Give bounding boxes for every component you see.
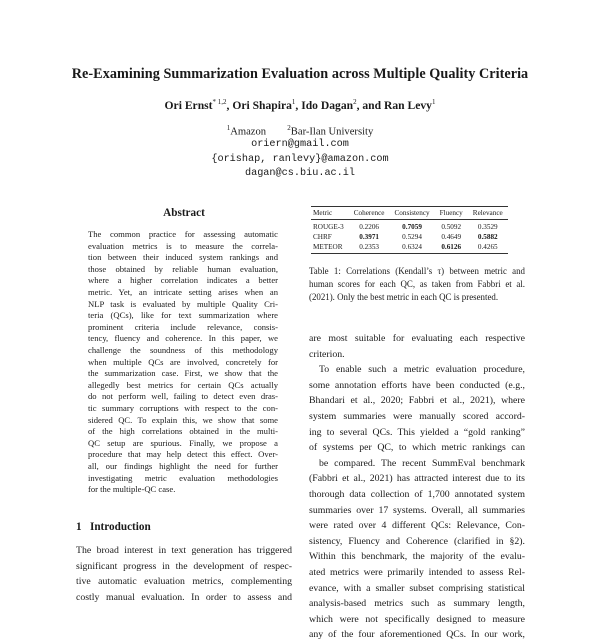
text-line: procedure that may help detect this effect. Over- [88,449,278,460]
text-line: for the multiple-QC case. [88,484,176,495]
table-cell: CHRF [313,233,332,241]
text-line: challenge the soundness of this methodology [88,345,278,355]
text-line: tency, fluency and coherence. In this paper, we [88,333,278,344]
table-row [311,232,508,242]
table-header: Consistency [389,207,434,220]
author: Ido Dagan$^2$, and [301,98,384,112]
text-line: tic summary corruptions with respect to the con- [88,403,278,413]
text-line: significant progress in the development of respec- [76,560,292,572]
text-line: The common practice for assessing automatic [88,229,278,239]
author: Ran Levy$^1$ [383,98,436,112]
text-line: some annotation efforts have been conducted (e.g., [309,379,525,391]
author: Ori Shapira$^1$, [232,98,302,112]
author-list [0,98,600,112]
table-cell: METEOR [311,242,349,254]
table-cell: 0.5294 [402,233,422,241]
text-line: analysis-based metrics such as summary length, [309,598,525,610]
text-line: summaries over 17 systems. Overall, all summaries [309,504,525,516]
text-line: QC setup are spurious. Finally, we propose a [88,437,278,448]
text-line: those obtained by reliable human evaluation, [88,263,278,274]
text-line: evance, with a smaller subset comprising statistical [309,582,525,594]
text-line: sidered QC. To explain this, we show that some [88,414,278,425]
text-line: thorough data collection of 1,700 annotated system [309,489,525,500]
text-line: evaluation metrics is to measure the correla- [88,240,278,251]
text-line: where a higher correlation indicates a better [88,275,278,286]
table-row [311,242,508,254]
text-line: costly manual evaluation. In order to assess and [76,591,292,603]
text-line: To enable such a metric evaluation procedure, [319,364,525,376]
text-line: tion between their induced system rankings and [88,252,278,263]
text-line: ing to several QCs. This yielded a “gold ranking” [309,426,525,438]
text-line: (Fabbri et al., 2021) has attracted interest due to its [309,473,525,485]
text-line: Bhandari et al., 2020; Fabbri et al., 2021), where [309,395,525,407]
text-line: allegedly best metrics for certain QCs actually [88,379,278,390]
text-line: of the high correlations obtained in the multi- [88,426,278,437]
email-line: dagan@cs.biu.ac.il [244,168,356,179]
table-cell: 0.3971 [359,233,379,241]
text-line: tive automatic evaluation metrics, complementing [76,576,292,588]
text-line: which were not specifically designed to measure [309,613,525,625]
email-line: {orishap, ranlevy}@amazon.com [211,154,389,165]
text-line: any of the four aforementioned QCs. In our work, [309,629,525,641]
table-header: Coherence [349,207,390,220]
text-line: Within this benchmark, the majority of the evalu- [309,551,525,563]
text-line: sistency, Fluency and Coherence (clarified in §2). [309,535,525,547]
text-line: prominent criteria include relevance, consis- [88,321,278,332]
table-cell: 0.7059 [402,223,422,231]
table-header-row [311,207,508,220]
table-cell: 0.2206 [359,223,379,231]
text-line: criterion. [309,348,345,360]
text-line: teria (QCs), like for text summarization where [88,310,278,321]
text-line: of systems per QC, to which metric rankings can [309,442,525,454]
text-line: (2021). Only the best metric in each QC is presented. [309,292,499,302]
table-row [311,220,508,233]
affiliations: $^1$Amazon $^2$Bar-Ilan University [226,124,374,138]
author: Ori Ernst$^{* 1,2}$, [164,98,233,112]
text-line: all, our findings highlight the need for further [88,461,278,471]
text-line: were rated over 4 different QCs: Relevance, Con- [309,520,525,532]
table-cell: 0.3529 [477,223,498,231]
table-cell: 0.4265 [468,242,508,254]
section-heading: 1 Introduction [76,521,151,533]
table-cell: 0.4649 [441,233,462,241]
results-table [311,206,508,254]
text-line: ated metrics were primarily intended to assess Rel- [309,567,525,578]
text-line: investigating metric evaluation methodologies [88,472,278,483]
table-header: Relevance [468,207,508,220]
abstract-heading: Abstract [163,207,205,219]
email-line: oriern@gmail.com [251,139,349,150]
table-cell: 0.5092 [441,223,462,231]
text-line: metric. Yet, an intricate setting arises when an [88,287,278,297]
table-cell: 0.2353 [349,242,390,254]
paper-title: Re-Examining Summarization Evaluation across Multiple Quality Criteria [71,66,529,82]
text-line: when multiple QCs are involved, concretely for [88,356,278,367]
text-line: be compared. The recent SummEval benchmark [319,457,525,469]
text-line: system summaries were manually scored accord- [309,411,525,422]
table-cell: ROUGE-3 [313,223,344,231]
text-line: the summarization case. First, we show that the [88,368,278,379]
table-cell: 0.6126 [435,242,468,254]
text-line: are most suitable for evaluating each respective [309,333,525,344]
text-line: do not perform well, failing to detect even dras- [88,391,278,402]
text-line: Table 1: Correlations (Kendall’s τ) between metric and [309,266,525,276]
text-line: NLP task is evaluated by multiple Quality Cri- [88,298,278,309]
table-cell: 0.6324 [389,242,434,254]
table-header: Fluency [435,207,468,220]
text-line: The broad interest in text generation has triggered [76,545,292,556]
table-header: Metric [311,207,349,220]
table-cell: 0.5882 [477,233,498,241]
text-line: human scores for each QC, as taken from Fabbri et al. [309,279,525,289]
